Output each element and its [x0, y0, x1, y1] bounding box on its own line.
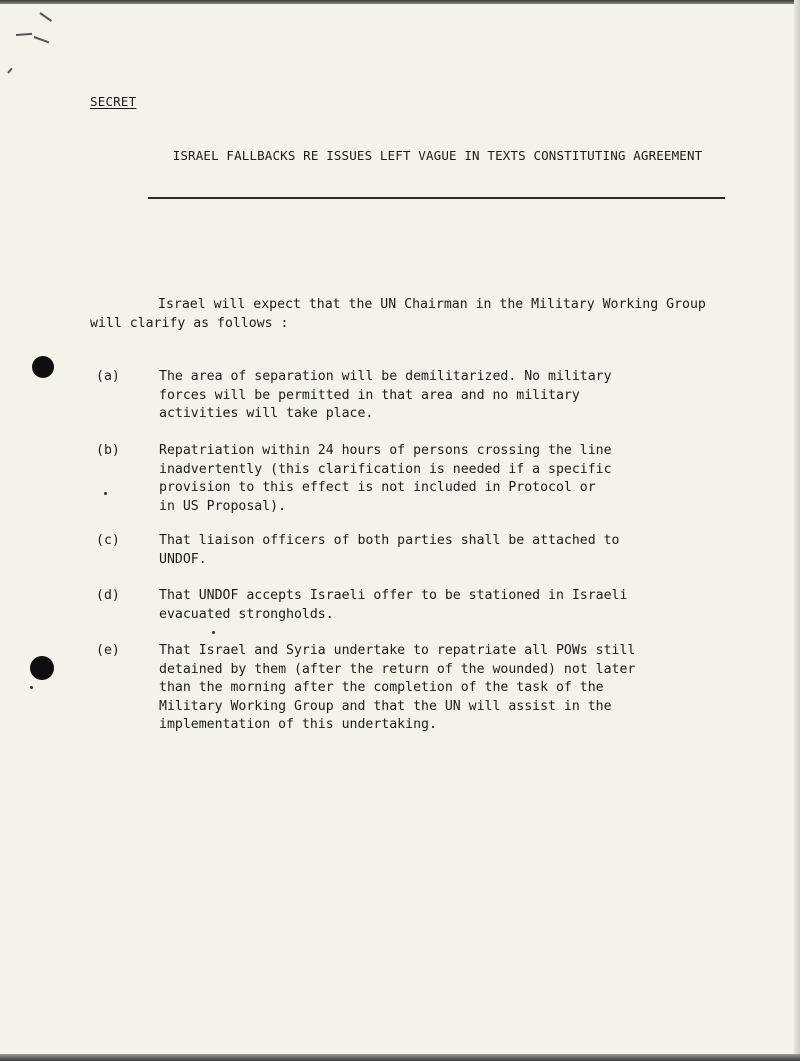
- pen-mark: [16, 33, 32, 36]
- classification-marking: SECRET: [90, 94, 137, 109]
- page-bottom-edge: [0, 1054, 800, 1061]
- intro-paragraph: Israel will expect that the UN Chairman in the Military Working Group will clarify as follows :: [90, 297, 714, 331]
- pen-mark: [39, 12, 52, 22]
- page-top-edge: [0, 0, 800, 4]
- item-text: That Israel and Syria undertake to repatriate all POWs still detained by them (after the return of the wounded) not later than the morning after the completion of the task of the Military Working Group and that the UN will assist in the implementation of this undertaking.: [159, 643, 636, 732]
- item-text: Repatriation within 24 hours of persons crossing the line inadvertently (this clarification is needed if a specific provision to this effect is not included in Protocol or in US Proposal).: [159, 443, 612, 514]
- item-label: (b): [96, 443, 120, 458]
- speck: [212, 631, 215, 634]
- pen-mark: [34, 36, 50, 43]
- item-label: (d): [96, 588, 120, 603]
- pen-mark: [7, 68, 12, 74]
- punch-hole: [30, 656, 54, 680]
- title-underline: [148, 197, 725, 199]
- item-label: (a): [96, 369, 120, 384]
- item-text: That liaison officers of both parties shall be attached to UNDOF.: [159, 533, 620, 567]
- document-title: ISRAEL FALLBACKS RE ISSUES LEFT VAGUE IN TEXTS CONSTITUTING AGREEMENT: [172, 148, 703, 163]
- item-text: The area of separation will be demilitarized. No military forces will be permitted in that area and no military activities will take place.: [159, 369, 612, 421]
- punch-hole: [32, 356, 54, 378]
- item-text: That UNDOF accepts Israeli offer to be stationed in Israeli evacuated strongholds.: [159, 588, 628, 622]
- speck: [104, 492, 107, 495]
- speck: [30, 686, 33, 689]
- page-right-edge: [794, 0, 800, 1061]
- item-label: (e): [96, 643, 120, 658]
- item-label: (c): [96, 533, 120, 548]
